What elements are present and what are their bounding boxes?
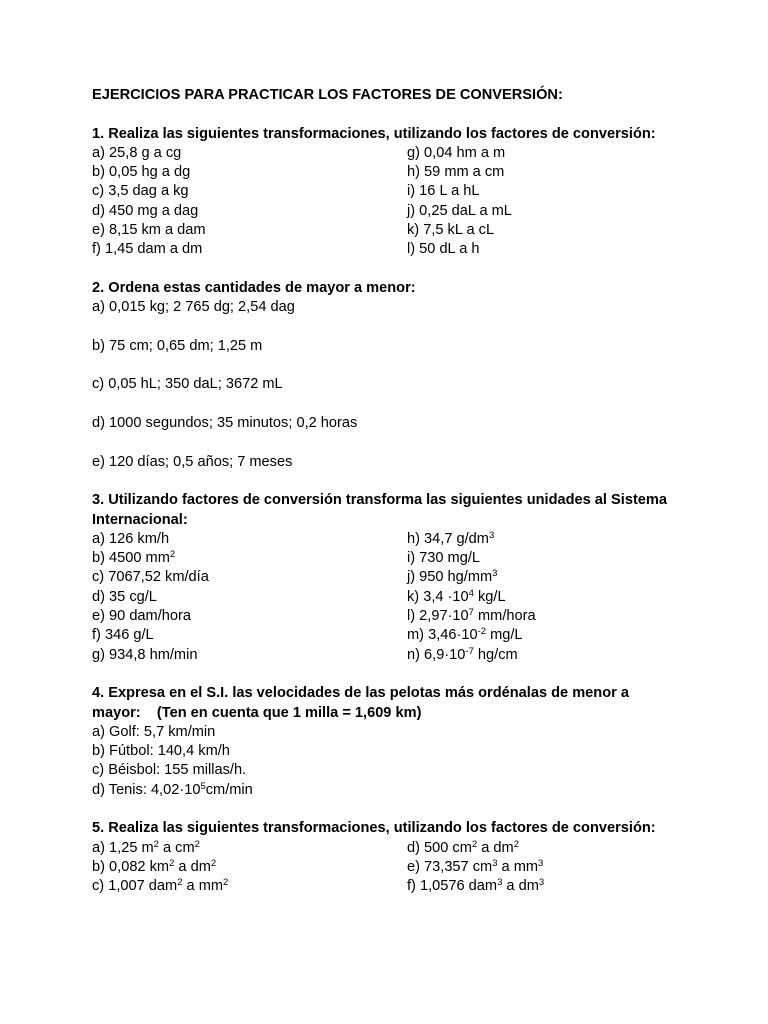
list-item: e) 90 dam/hora xyxy=(92,608,191,625)
question-2 xyxy=(92,279,692,472)
list-item: f) 1,0576 dam$^3$ a $dm^3$ xyxy=(407,877,545,895)
question-2-items xyxy=(92,298,692,472)
list-item: d) 35 cg/L xyxy=(92,588,157,605)
question-1 xyxy=(92,125,692,260)
question-3-heading: 3. Utilizando factores de conversión transforma las siguientes unidades al Sistema Internacional: xyxy=(92,492,668,528)
list-item: i) 730 mg/L xyxy=(407,550,481,567)
list-item: c) 1,007 dam$^2$ a $mm^2$ xyxy=(92,877,229,895)
list-item: b) 75 cm; 0,65 dm; 1,25 m xyxy=(92,337,263,354)
question-3 xyxy=(92,491,692,665)
list-item: c) 0,05 hL; 350 daL; 3672 mL xyxy=(92,376,283,393)
list-item: c) 7067,52 km/día xyxy=(92,569,209,586)
list-item: j) 0,25 daL a mL xyxy=(407,202,512,219)
list-item: c) Béisbol: 155 millas/h. xyxy=(92,762,247,779)
list-item: a) 25,8 g a cg xyxy=(92,144,182,161)
question-1-heading: 1. Realiza las siguientes transformaciones, utilizando los factores de conversión: xyxy=(92,125,656,142)
list-item: k) 7,5 kL a cL xyxy=(407,222,495,239)
list-item: d) 450 mg a dag xyxy=(92,202,199,219)
question-2-heading: 2. Ordena estas cantidades de mayor a menor: xyxy=(92,279,416,296)
question-4 xyxy=(92,684,692,800)
question-5-heading: 5. Realiza las siguientes transformaciones, utilizando los factores de conversión: xyxy=(92,820,656,837)
list-item: b) 0,05 hg a dg xyxy=(92,164,191,181)
list-item: h) 34,7 $g/dm^3$ xyxy=(407,529,495,547)
list-item: a) Golf: 5,7 km/min xyxy=(92,723,216,740)
list-item: h) 59 mm a cm xyxy=(407,164,505,181)
list-item: b) Fútbol: 140,4 km/h xyxy=(92,743,230,760)
list-item: n) $6,9\cdot 10^{-7}$ hg/cm xyxy=(407,645,518,663)
list-item: b) 0,082 $km^2$ a $dm^2$ xyxy=(92,857,217,875)
list-item: e) 8,15 km a dam xyxy=(92,222,206,239)
list-item: d) Tenis: $4,02\cdot 10^5cm/\min$ xyxy=(92,780,253,798)
list-item: d) 1000 segundos; 35 minutos; 0,2 horas xyxy=(92,415,358,432)
list-item: k) $3,4 \cdot 10^4$ kg/L xyxy=(407,587,506,605)
list-item: f) 1,45 dam a dm xyxy=(92,241,203,258)
list-item: a) 0,015 kg; 2 765 dg; 2,54 dag xyxy=(92,299,295,316)
list-item: f) 346 g/L xyxy=(92,627,154,644)
list-item: e) 120 días; 0,5 años; 7 meses xyxy=(92,453,293,470)
question-4-items xyxy=(92,723,692,800)
question-4-note: (Ten en cuenta que 1 milla = 1,609 km) xyxy=(156,704,422,721)
list-item: i) 16 L a hL xyxy=(407,183,480,200)
list-item: e) 73,357 $cm^3$ a $mm^3$ xyxy=(407,857,544,875)
list-item: l) 50 dL a h xyxy=(407,241,480,258)
worksheet-title: EJERCICIOS PARA PRACTICAR LOS FACTORES DE CONVERSIÓN: xyxy=(92,87,563,103)
list-item: b) 4500 $mm^2$ xyxy=(92,549,176,567)
worksheet xyxy=(92,86,692,896)
list-item: m) $3,46\cdot 10^{-2}$ mg/L xyxy=(407,626,523,644)
question-1-items xyxy=(92,144,692,260)
list-item: d) 500 $cm^2$ a $dm^2$ xyxy=(407,838,519,856)
question-4-heading: 4. Expresa en el S.I. las velocidades de las pelotas más ordénalas de menor a mayor: (Ten en cuenta que 1 milla = 1,609 km) xyxy=(92,685,629,721)
question-3-items xyxy=(92,530,692,665)
list-item: a) 1,25 $m^2$ a $cm^2$ xyxy=(92,838,200,856)
list-item: l) $2,97\cdot 10^7$ mm/hora xyxy=(407,607,536,625)
list-item: g) 0,04 hm a m xyxy=(407,144,506,161)
question-5-items xyxy=(92,839,692,897)
question-5 xyxy=(92,819,692,896)
list-item: g) 934,8 hm/min xyxy=(92,646,198,663)
list-item: c) 3,5 dag a kg xyxy=(92,183,189,200)
list-item: a) 126 km/h xyxy=(92,530,170,547)
list-item: j) 950 $hg/mm^3$ xyxy=(407,568,498,586)
